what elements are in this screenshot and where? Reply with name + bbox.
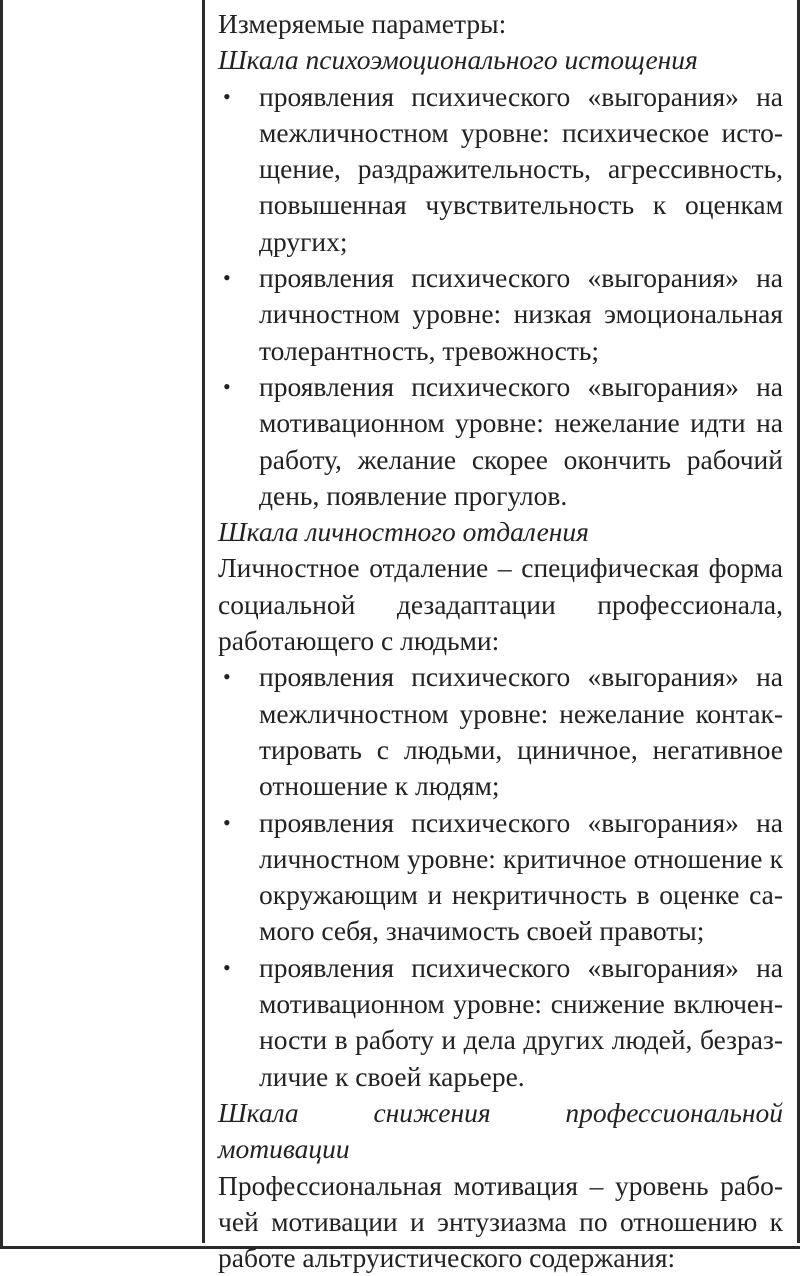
section-paragraph: Личностное отдаление – специфическая форма социальной дезадаптации профессионала, работающего с людьми: bbox=[218, 550, 783, 659]
section-psychoemotional bbox=[218, 42, 783, 514]
bullet-icon: • bbox=[223, 79, 243, 115]
section-heading: Шкала психоэмоционального истощения bbox=[218, 42, 783, 78]
list-item-text: проявления психического «выгорания» на личностном уровне: низкая эмоциональная толерантность, тревожность; bbox=[259, 260, 783, 369]
bullet-icon: • bbox=[223, 260, 243, 296]
section-personal-detachment bbox=[218, 514, 783, 1095]
bullet-icon: • bbox=[223, 805, 243, 841]
table-left-column bbox=[6, 0, 205, 1243]
intro-text: Измеряемые параметры: bbox=[218, 6, 783, 42]
list-item bbox=[218, 260, 783, 369]
table-right-column bbox=[205, 0, 800, 1243]
list-item-text: проявления психического «выгорания» на личностном уровне: критичное отношение к окружающим и некритичность в оценке самого себя, значимость своей правоты; bbox=[259, 805, 783, 950]
list-item bbox=[218, 659, 783, 804]
list-item-text: проявления психического «выгорания» на мотивационном уровне: снижение включенности в работу и дела других людей, безразличие к своей карьере. bbox=[259, 950, 783, 1095]
list-item-text: проявления психического «выгорания» на межличностном уровне: психическое истощение, раздражительность, агрессивность, повышенная чувствительность к оценкам других; bbox=[259, 79, 783, 260]
list-item bbox=[218, 805, 783, 950]
section-paragraph: Профессиональная мотивация – уровень рабочей мотивации и энтузиазма по отношению к работе альтруистического содержания: bbox=[218, 1168, 783, 1276]
bullet-icon: • bbox=[223, 369, 243, 405]
section-heading: Шкала личностного отдаления bbox=[218, 514, 783, 550]
section-heading: Шкала снижения профессиональной мотивации bbox=[218, 1095, 783, 1168]
list-item bbox=[218, 79, 783, 260]
bullet-icon: • bbox=[223, 950, 243, 986]
list-item bbox=[218, 369, 783, 514]
list-item bbox=[218, 950, 783, 1095]
list-item-text: проявления психического «выгорания» на мотивационном уровне: нежелание идти на работу, желание скорее окончить рабочий день, появление прогулов. bbox=[259, 369, 783, 514]
list-item-text: проявления психического «выгорания» на межличностном уровне: нежелание контактировать с людьми, циничное, негативное отношение к людям; bbox=[259, 659, 783, 804]
bullet-icon: • bbox=[223, 659, 243, 695]
